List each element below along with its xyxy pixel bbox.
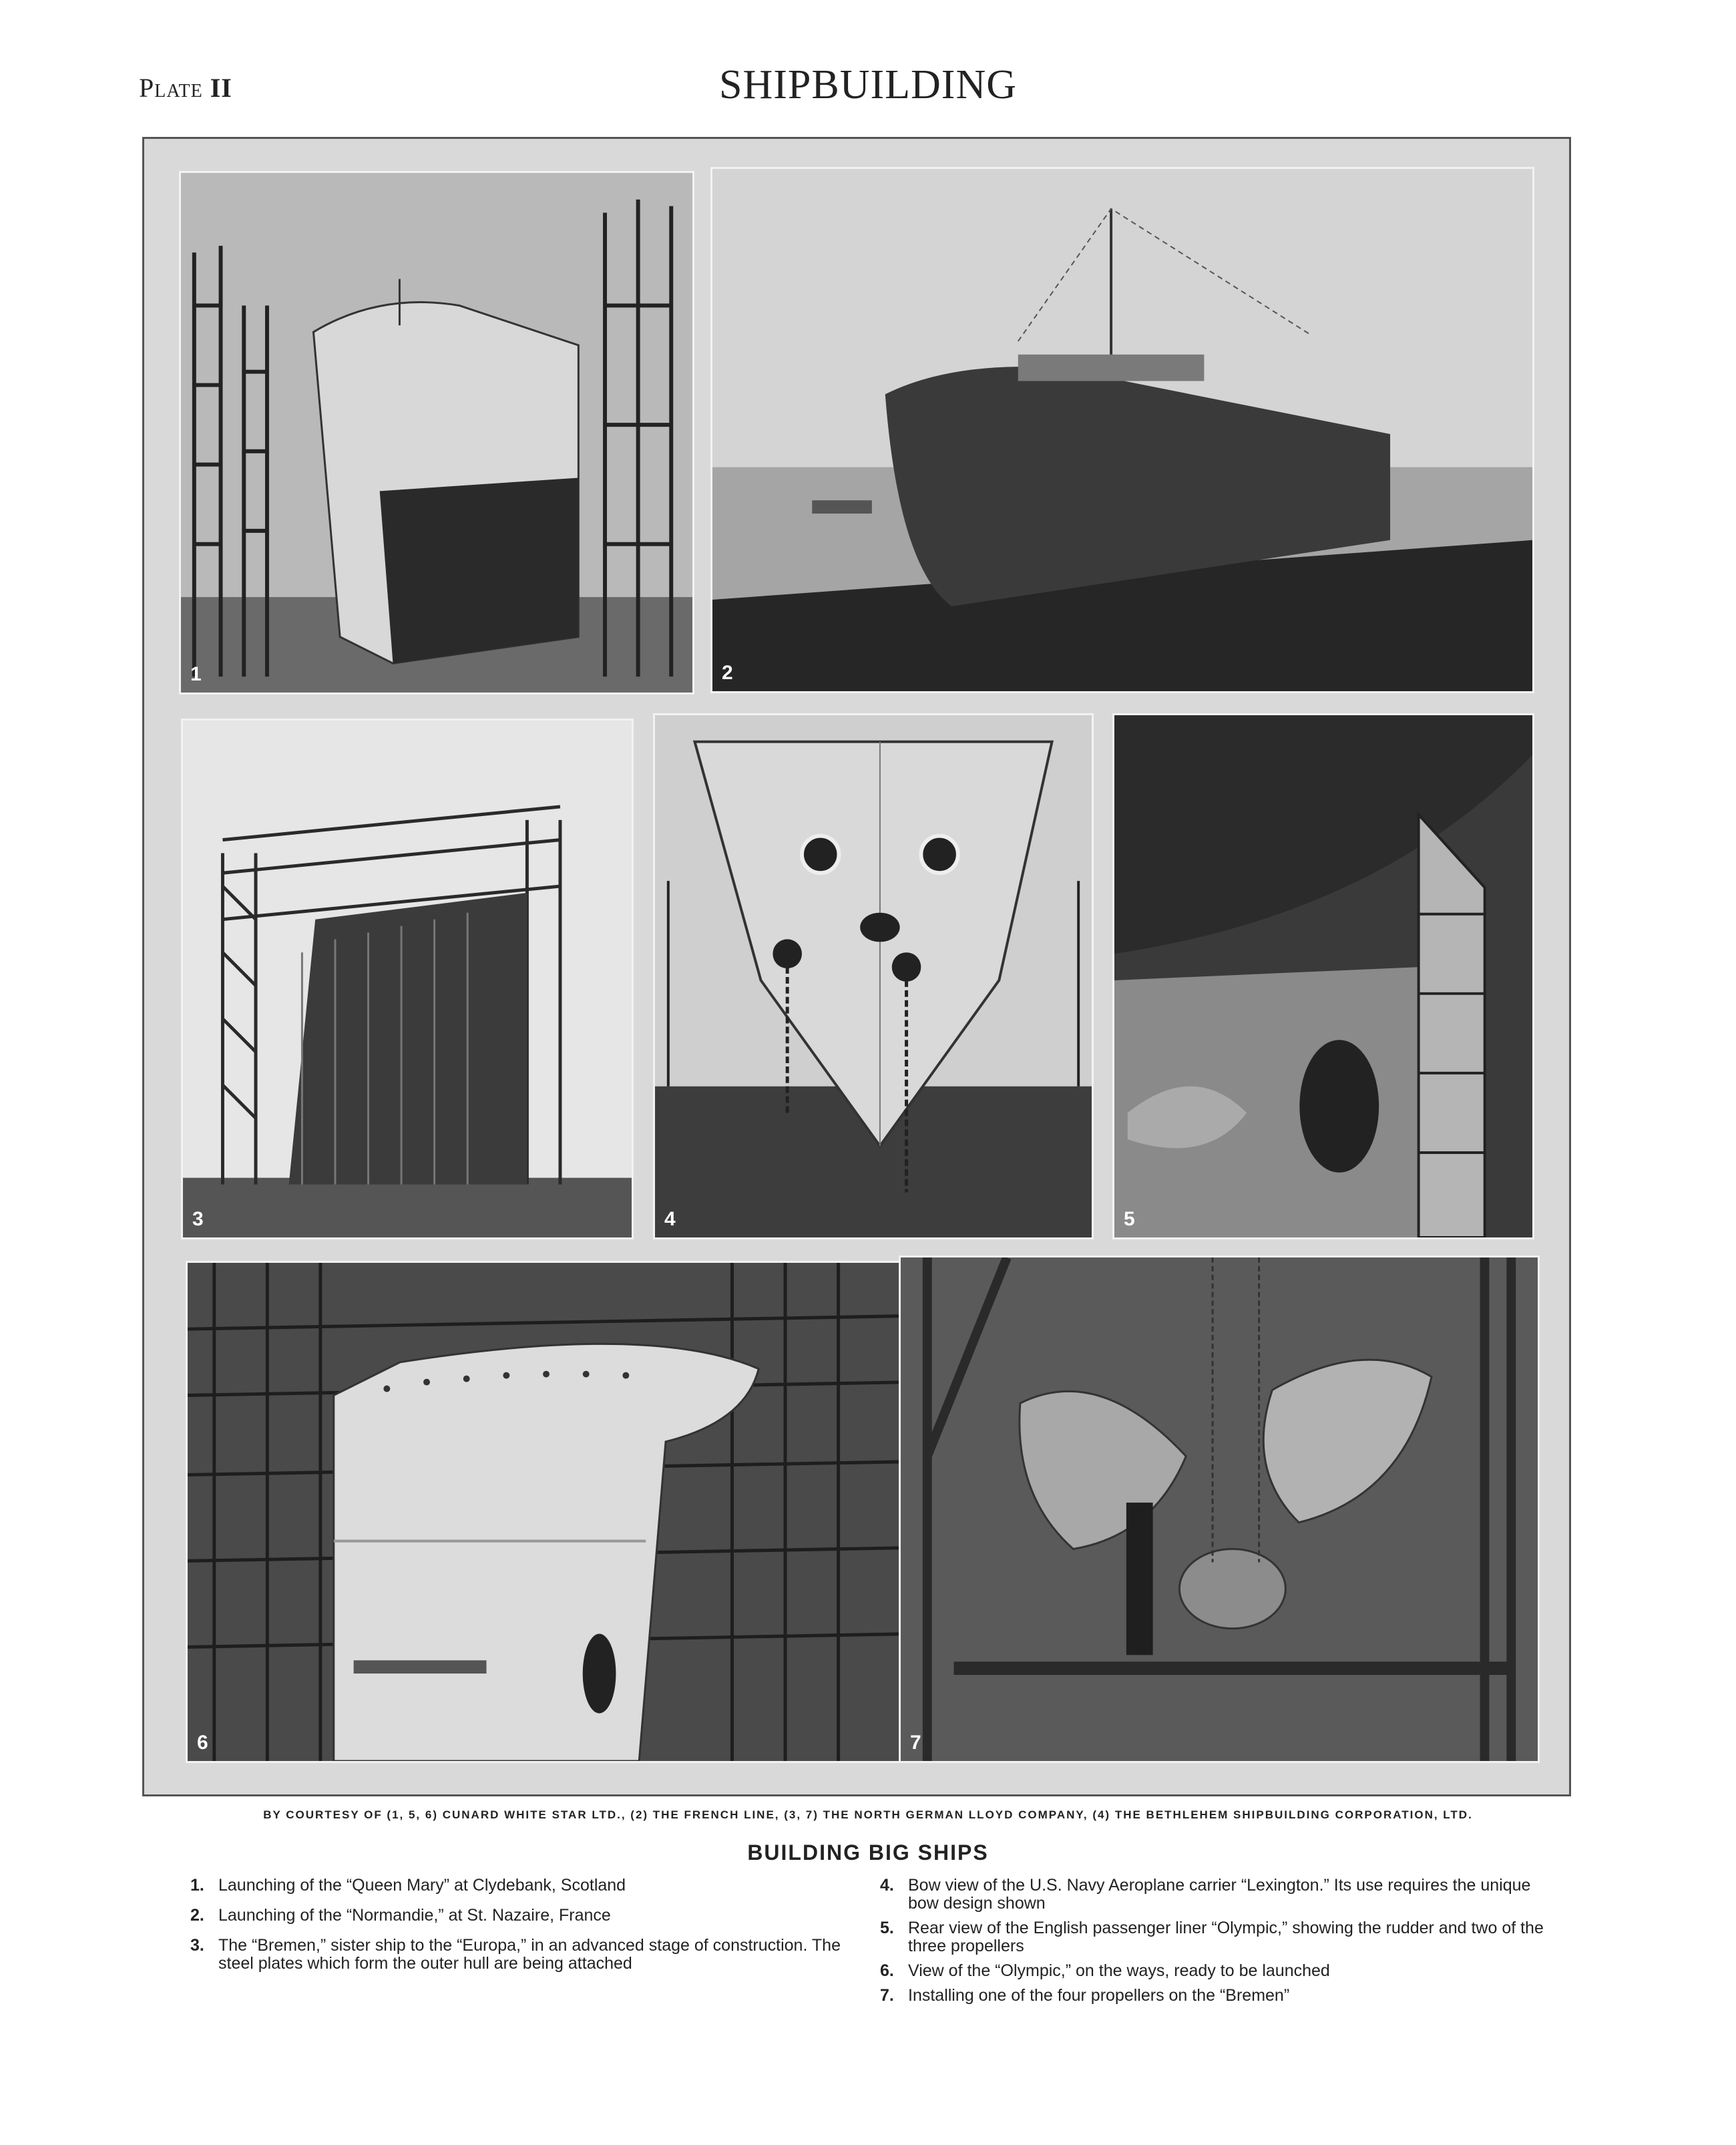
photo-bremen-gantry	[181, 719, 634, 1239]
caption-item	[880, 1877, 1548, 1913]
photo-number: 1	[190, 663, 202, 685]
captions-right-column	[880, 1877, 1548, 2011]
caption-item	[190, 1907, 858, 1925]
photo-queen-mary-launch	[179, 171, 694, 695]
caption-number: 1.	[190, 1876, 204, 1895]
photo-number: 7	[910, 1732, 921, 1754]
photo-lexington-bow	[653, 713, 1094, 1239]
caption-text: Bow view of the U.S. Navy Aeroplane carrier “Lexington.” Its use requires the unique bow design shown	[908, 1876, 1531, 1913]
photo-bremen-propeller	[899, 1255, 1540, 1763]
photo-olympic-rudder	[1112, 713, 1534, 1239]
caption-text: Rear view of the English passenger liner “Olympic,” showing the rudder and two of the three propellers	[908, 1919, 1544, 1955]
photo-number: 4	[664, 1208, 676, 1230]
photo-3-image	[183, 721, 632, 1237]
photo-number: 2	[722, 662, 733, 684]
caption-number: 7.	[880, 1986, 894, 2005]
caption-heading: BUILDING BIG SHIPS	[747, 1840, 989, 1865]
caption-number: 5.	[880, 1919, 894, 1937]
photo-7-image	[901, 1257, 1538, 1761]
caption-text: Launching of the “Queen Mary” at Clydebank, Scotland	[218, 1876, 626, 1895]
photo-normandie-launch	[710, 167, 1534, 693]
caption-number: 3.	[190, 1936, 204, 1955]
caption-number: 6.	[880, 1961, 894, 1980]
captions-left-column	[190, 1877, 858, 1985]
caption-text: Installing one of the four propellers on the “Bremen”	[908, 1986, 1290, 2005]
photo-number: 6	[197, 1732, 208, 1754]
photo-5-image	[1114, 715, 1532, 1237]
caption-item	[880, 1919, 1548, 1955]
caption-number: 2.	[190, 1906, 204, 1925]
page-title: SHIPBUILDING	[719, 62, 1017, 108]
caption-text: Launching of the “Normandie,” at St. Nazaire, France	[218, 1906, 611, 1925]
photo-6-image	[188, 1263, 911, 1761]
caption-item	[190, 1877, 858, 1895]
caption-item	[880, 1987, 1548, 2005]
photo-number: 3	[192, 1208, 204, 1230]
photo-plate	[142, 137, 1571, 1796]
caption-number: 4.	[880, 1876, 894, 1895]
caption-item	[880, 1962, 1548, 1980]
photo-olympic-on-ways	[186, 1261, 913, 1763]
plate-word: Plate	[139, 73, 203, 103]
photo-credits: BY COURTESY OF (1, 5, 6) CUNARD WHITE STAR LTD., (2) THE FRENCH LINE, (3, 7) THE NORTH GERMAN LLOYD COMPANY, (4) THE BETHLEHEM SHIPBUILDING CORPORATION, LTD.	[263, 1808, 1473, 1821]
caption-text: The “Bremen,” sister ship to the “Europa,” in an advanced stage of construction. The steel plates which form the outer hull are being attached	[218, 1936, 841, 1973]
caption-item	[190, 1937, 858, 1973]
photo-1-image	[181, 173, 692, 693]
photo-2-image	[712, 169, 1532, 691]
plate-numeral: II	[210, 73, 232, 103]
photo-4-image	[655, 715, 1092, 1237]
caption-text: View of the “Olympic,” on the ways, ready to be launched	[908, 1961, 1330, 1980]
photo-number: 5	[1124, 1208, 1135, 1230]
